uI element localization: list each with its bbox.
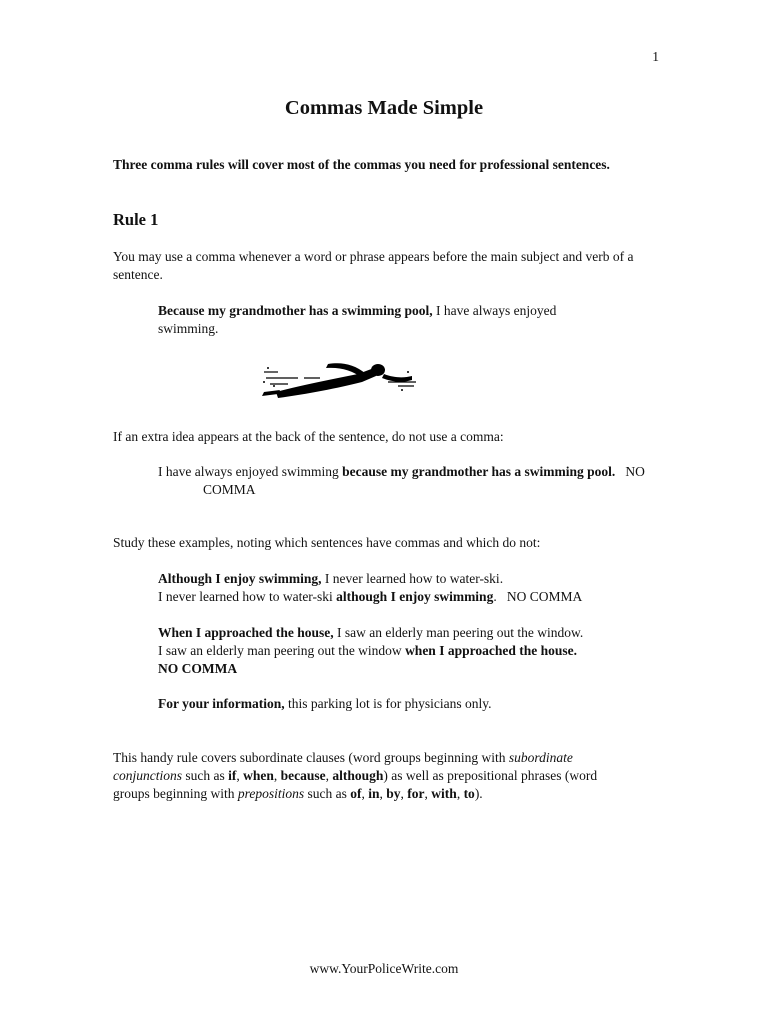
summary-keyword: although <box>332 768 384 783</box>
summary-keyword: for <box>407 786 425 801</box>
summary-keyword: if <box>228 768 237 783</box>
summary-part: This handy rule covers subordinate clauses (word groups beginning with <box>113 750 509 765</box>
summary-separator: , <box>273 768 281 783</box>
example-1 <box>158 302 618 338</box>
example-2-note: NO COMMA <box>203 464 645 497</box>
summary-part: such as <box>304 786 351 801</box>
example-2-plain: I have always enjoyed swimming <box>158 464 343 479</box>
pair-1-comma-rest: I never learned how to water-ski. <box>321 571 504 586</box>
pair-2-no-comma-plain: I saw an elderly man peering out the window <box>158 643 406 658</box>
page-title: Commas Made Simple <box>284 97 484 119</box>
example-pair-2 <box>158 624 638 678</box>
pair-1-comma <box>158 570 648 588</box>
page-number: 1 <box>652 49 659 64</box>
example-1-rest: I have always enjoyed swimming. <box>158 303 557 336</box>
pair-2-comma-rest: I saw an elderly man peering out the window. <box>333 625 584 640</box>
example-2-bold: because my grandmother has a swimming pool. <box>342 464 616 479</box>
intro-text: Three comma rules will cover most of the commas you need for professional sentences. <box>113 157 610 172</box>
summary-part: ). <box>474 786 483 801</box>
pair-1-no-comma-end: . <box>493 589 497 604</box>
example-1-bold: Because my grandmother has a swimming pool, <box>158 303 433 318</box>
summary-separator: , <box>400 786 408 801</box>
summary-text <box>113 749 633 803</box>
summary-separator: , <box>456 786 464 801</box>
summary-keyword: because <box>280 768 326 783</box>
example-3-rest: this parking lot is for physicians only. <box>284 696 492 711</box>
rule-text: You may use a comma whenever a word or phrase appears before the main subject and verb of a sentence. <box>113 249 634 282</box>
summary-keyword: with <box>431 786 457 801</box>
pair-1-comma-bold: Although I enjoy swimming, <box>158 571 322 586</box>
pair-1-no-comma <box>158 588 648 606</box>
summary-italic: subordinate conjunctions <box>113 750 573 783</box>
pair-1-note: NO COMMA <box>506 589 583 604</box>
example-3 <box>158 695 648 713</box>
example-pair-1 <box>158 570 648 606</box>
pair-2-no-comma <box>158 642 638 678</box>
swimmer-icon <box>258 356 418 405</box>
summary-italic: prepositions <box>237 786 305 801</box>
summary-part: ) as well as prepositional phrases (word groups beginning with <box>113 768 598 801</box>
pair-1-no-comma-plain: I never learned how to water-ski <box>158 589 337 604</box>
summary-keyword: of <box>350 786 362 801</box>
summary-part: such as <box>182 768 229 783</box>
study-text: Study these examples, noting which sentences have commas and which do not: <box>113 535 541 550</box>
pair-2-comma <box>158 624 638 642</box>
summary-keyword: in <box>368 786 380 801</box>
summary-keyword: to <box>463 786 475 801</box>
extra-idea-text: If an extra idea appears at the back of the sentence, do not use a comma: <box>113 429 504 444</box>
example-3-bold: For your information, <box>158 696 285 711</box>
pair-2-no-comma-bold: when I approached the house. <box>405 643 577 658</box>
example-2 <box>158 463 693 499</box>
rule-heading: Rule 1 <box>113 210 159 229</box>
pair-2-comma-bold: When I approached the house, <box>158 625 334 640</box>
pair-2-note: NO COMMA <box>158 661 238 676</box>
summary-separator: , <box>236 768 244 783</box>
summary-separator: , <box>361 786 369 801</box>
pair-1-no-comma-bold: although I enjoy swimming <box>336 589 494 604</box>
footer-url[interactable]: www.YourPoliceWrite.com <box>309 961 459 976</box>
summary-separator: , <box>379 786 387 801</box>
summary-keyword: when <box>243 768 274 783</box>
summary-keyword: by <box>386 786 401 801</box>
summary-separator: , <box>325 768 333 783</box>
summary-separator: , <box>424 786 432 801</box>
